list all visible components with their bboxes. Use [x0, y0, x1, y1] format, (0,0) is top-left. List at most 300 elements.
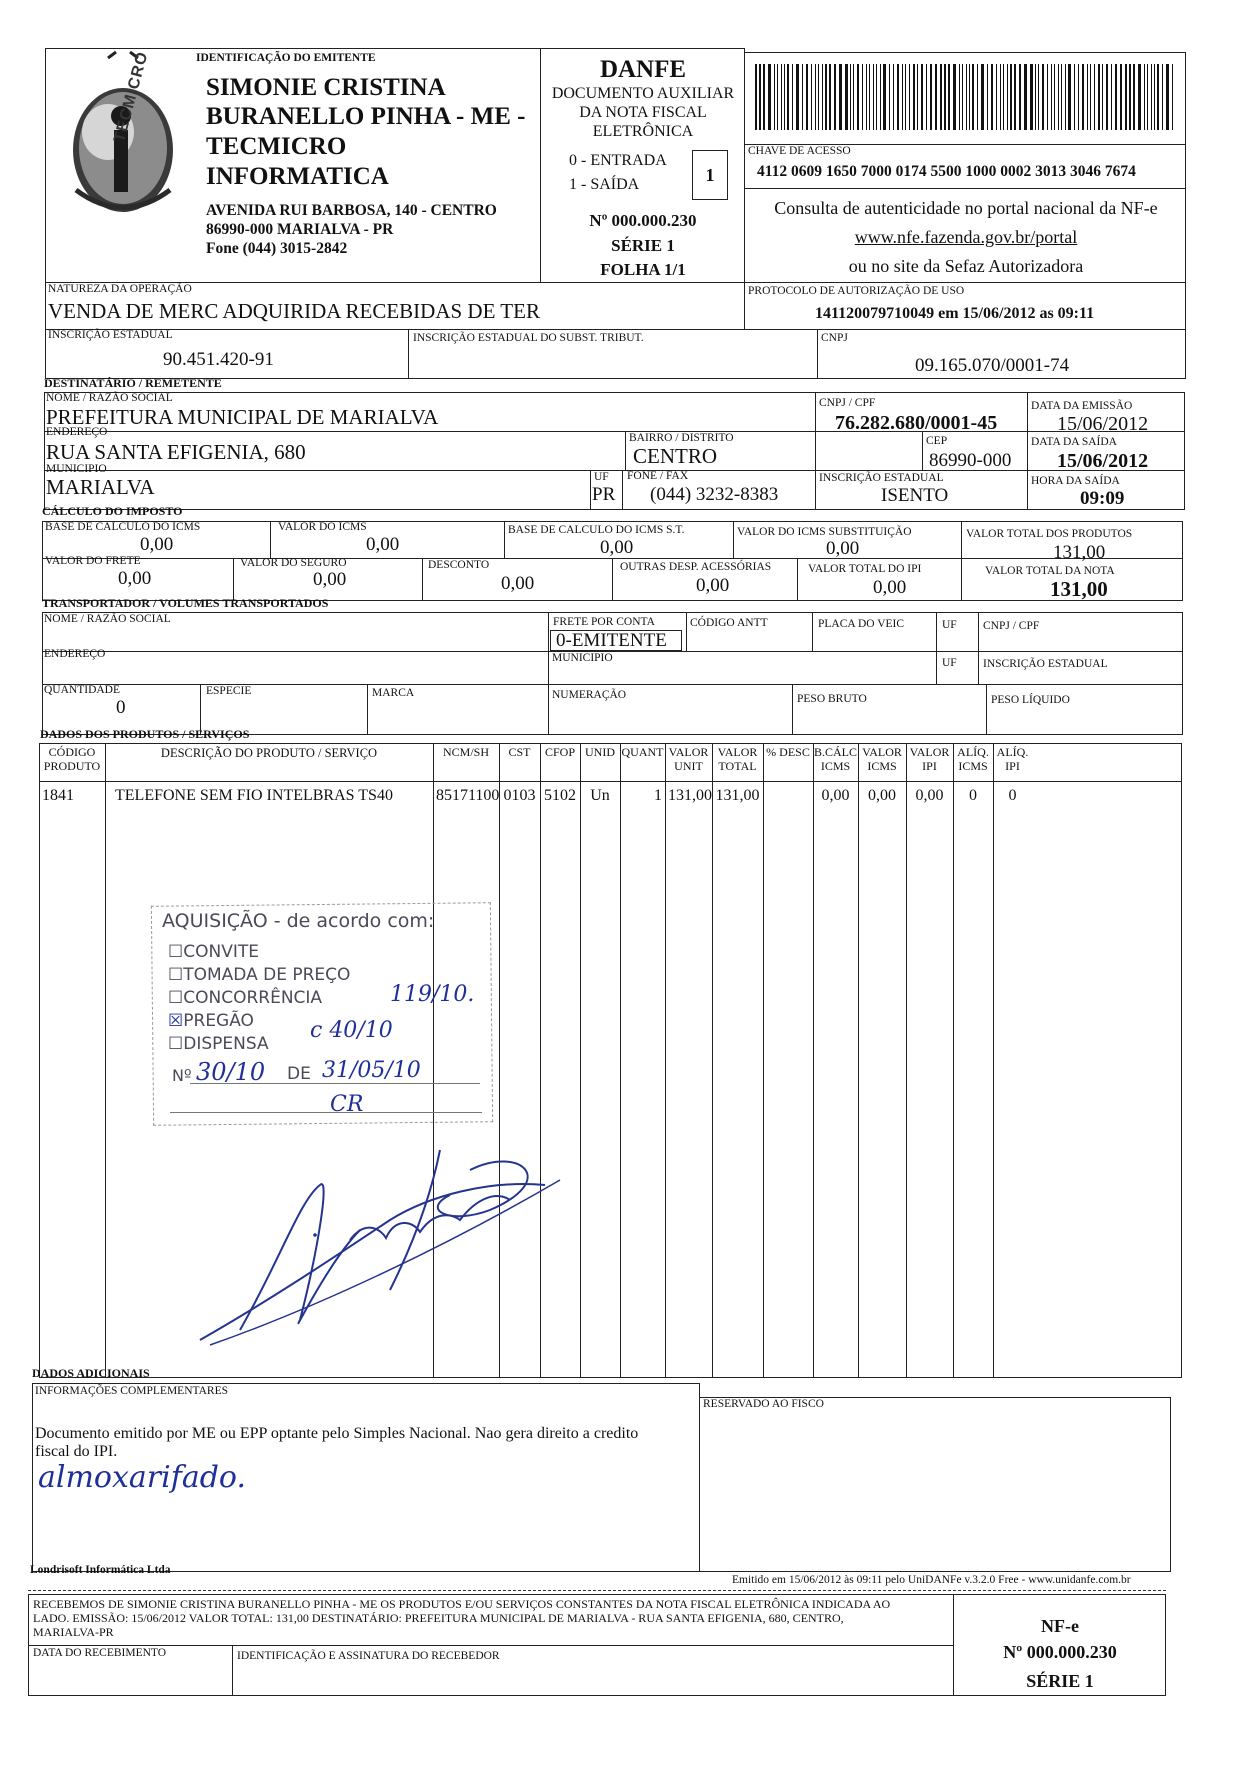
table-cell: 85171100: [436, 787, 500, 804]
adicionais-section: DADOS ADICIONAIS: [32, 1366, 150, 1380]
transportador-section: TRANSPORTADOR / VOLUMES TRANSPORTADOS: [42, 596, 329, 610]
column-header: CST: [508, 745, 531, 759]
barcode-bar: [1061, 64, 1062, 130]
dest-municipio-value: MARIALVA: [46, 475, 155, 499]
barcode-bar: [869, 64, 870, 130]
barcode: [755, 64, 1175, 130]
danfe-folha: FOLHA 1/1: [600, 260, 686, 279]
barcode-bar: [839, 64, 842, 130]
barcode-bar: [1133, 64, 1135, 130]
desconto: 0,00: [501, 573, 535, 594]
dest-uf-label: UF: [594, 471, 609, 483]
dest-bairro-label: BAIRRO / DISTRITO: [629, 432, 734, 444]
barcode-bar: [1047, 64, 1048, 130]
barcode-bar: [796, 64, 799, 130]
divider: [408, 329, 409, 379]
canhoto-line-1: RECEBEMOS DE SIMONIE CRISTINA BURANELLO PINHA - ME OS PRODUTOS E/OU SERVIÇOS CONSTANTES DA NOTA FISCAL ELETRÔNICA INDICADA AO: [33, 1597, 891, 1611]
divider: [422, 558, 423, 601]
stamp-pregao-note: c 40/10: [310, 1018, 393, 1043]
divider: [270, 521, 271, 558]
barcode-bar: [829, 64, 831, 130]
consulta-line-1: Consulta de autenticidade no portal nacional da NF-e: [774, 198, 1158, 218]
barcode-bar: [917, 64, 918, 130]
barcode-bar: [1115, 64, 1117, 130]
dest-cnpj-value: 76.282.680/0001-45: [835, 412, 998, 434]
divider: [504, 521, 505, 558]
canhoto-line-3: MARIALVA-PR: [33, 1625, 114, 1639]
transp-quantidade-value: 0: [116, 697, 126, 718]
barcode-bar: [1051, 64, 1052, 130]
danfe-subtitle-1: DOCUMENTO AUXILIAR: [551, 85, 735, 102]
column-header: DESCRIÇÃO DO PRODUTO / SERVIÇO: [160, 746, 378, 760]
column-divider: [105, 743, 106, 1378]
emitente-section-label: IDENTIFICAÇÃO DO EMITENTE: [196, 52, 376, 64]
barcode-bar: [909, 64, 910, 130]
barcode-bar: [1065, 64, 1066, 130]
barcode-bar: [792, 64, 793, 130]
barcode-bar: [953, 64, 956, 130]
danfe-entrada: 0 - ENTRADA: [569, 152, 667, 169]
transp-peso-bruto-label: PESO BRUTO: [797, 693, 867, 705]
checkbox-icon: ☐: [168, 988, 184, 1008]
barcode-bar: [959, 64, 960, 130]
handwritten-signature: [190, 1140, 570, 1350]
barcode-bar: [1007, 64, 1008, 130]
stamp-title: AQUISIÇÃO - de acordo com:: [162, 910, 435, 932]
dest-ie-value: ISENTO: [881, 485, 949, 506]
handwritten-almoxarifado: almoxarifado.: [38, 1460, 246, 1495]
column-header: NCM/SH: [442, 745, 489, 759]
transp-frete-label: FRETE POR CONTA: [553, 616, 655, 628]
divider: [733, 521, 734, 558]
consulta-link[interactable]: www.nfe.fazenda.gov.br/portal: [854, 227, 1078, 247]
barcode-bar: [806, 64, 808, 130]
dest-cnpj-label: CNPJ / CPF: [819, 397, 876, 409]
barcode-bar: [921, 64, 923, 130]
icms-subst-label: VALOR DO ICMS SUBSTITUIÇÃO: [737, 526, 912, 538]
transp-placa-label: PLACA DO VEIC: [818, 618, 905, 630]
frete: 0,00: [118, 568, 152, 589]
emitente-name-2: BURANELLO PINHA - ME -: [206, 103, 526, 130]
transp-endereco-label: ENDEREÇO: [44, 648, 106, 660]
dest-municipio-label: MUNICIPIO: [46, 463, 107, 475]
divider: [233, 558, 234, 601]
outras-label: OUTRAS DESP. ACESSÓRIAS: [620, 561, 772, 573]
divider: [961, 521, 962, 601]
dest-endereco-value: RUA SANTA EFIGENIA, 680: [46, 440, 306, 464]
total-nota-label: VALOR TOTAL DA NOTA: [985, 565, 1115, 577]
column-header: CÓDIGO PRODUTO: [43, 745, 101, 773]
divider: [978, 612, 979, 684]
ie-label: INSCRIÇÃO ESTADUAL: [48, 329, 173, 341]
stamp-numero-label: Nº: [172, 1066, 192, 1085]
dest-cep-value: 86990-000: [929, 450, 1012, 471]
transp-marca-label: MARCA: [372, 687, 415, 699]
column-divider: [712, 743, 713, 1378]
barcode-bar: [777, 64, 778, 130]
chave-label: CHAVE DE ACESSO: [748, 145, 851, 157]
column-divider: [580, 743, 581, 1378]
table-cell: 0,00: [868, 787, 896, 804]
logo-text: TECMICRO: [111, 49, 152, 145]
seguro: 0,00: [313, 569, 347, 590]
divider: [686, 612, 687, 651]
barcode-bar: [850, 64, 851, 130]
checked-checkbox-icon: ☒: [168, 1011, 184, 1031]
protocolo-value: 141120079710049 em 15/06/2012 as 09:11: [815, 305, 1095, 322]
barcode-bar: [1172, 64, 1173, 130]
barcode-bar: [935, 64, 937, 130]
column-divider: [763, 743, 764, 1378]
transp-municipio-label: MUNICIPIO: [552, 652, 613, 664]
barcode-bar: [880, 64, 881, 130]
table-cell: 1841: [42, 787, 74, 804]
divider: [39, 781, 1182, 782]
cnpj-label: CNPJ: [821, 332, 848, 344]
barcode-bar: [1138, 64, 1141, 130]
emitente-name-1: SIMONIE CRISTINA: [206, 74, 446, 101]
barcode-bar: [1035, 64, 1036, 130]
barcode-bar: [755, 64, 757, 130]
barcode-bar: [873, 64, 874, 130]
divider: [622, 470, 623, 510]
barcode-bar: [1144, 64, 1145, 130]
stamp-option-tomada: [168, 965, 350, 985]
transp-cnpj-label: CNPJ / CPF: [983, 620, 1040, 632]
dest-emissao-value: 15/06/2012: [1057, 413, 1149, 435]
barcode-bar: [948, 64, 950, 130]
barcode-bar: [991, 64, 993, 130]
barcode-bar: [1014, 64, 1016, 130]
column-divider: [813, 743, 814, 1378]
barcode-bar: [905, 64, 906, 130]
base-icms: 0,00: [140, 534, 174, 555]
natureza-label: NATUREZA DA OPERAÇÃO: [48, 283, 192, 295]
assinatura-label: IDENTIFICAÇÃO E ASSINATURA DO RECEBEDOR: [237, 1650, 500, 1662]
stamp-initials: CR: [330, 1092, 364, 1117]
barcode-bar: [876, 64, 877, 130]
dest-bairro-value: CENTRO: [633, 444, 717, 468]
divider: [922, 431, 923, 470]
divider: [1027, 392, 1028, 510]
barcode-bar: [787, 64, 789, 130]
barcode-bar: [981, 64, 984, 130]
barcode-bar: [1098, 64, 1100, 130]
barcode-bar: [1030, 64, 1033, 130]
fisco-box: [699, 1397, 1171, 1572]
dest-nome-value: PREFEITURA MUNICIPAL DE MARIALVA: [46, 405, 439, 429]
danfe-numero: Nº 000.000.230: [589, 211, 697, 230]
barcode-bar: [889, 64, 890, 130]
dest-ie-label: INSCRIÇÃO ESTADUAL: [819, 472, 944, 484]
barcode-bar: [1024, 64, 1027, 130]
barcode-bar: [996, 64, 997, 130]
canhoto-line-2: LADO. EMISSÃO: 15/06/2012 VALOR TOTAL: 131,00 DESTINATÁRIO: PREFEITURA MUNICIPAL DE MARIALVA - RUA SANTA EFIGENIA, 680, CENTRO,: [33, 1611, 844, 1625]
barcode-bar: [763, 64, 765, 130]
barcode-bar: [902, 64, 903, 130]
barcode-bar: [1151, 64, 1152, 130]
stamp-underline: [170, 1112, 482, 1113]
table-cell: TELEFONE SEM FIO INTELBRAS TS40: [115, 787, 393, 804]
base-icms-st-label: BASE DE CALCULO DO ICMS S.T.: [508, 524, 685, 536]
barcode-bar: [784, 64, 785, 130]
checkbox-icon: ☐: [168, 1034, 184, 1054]
transp-uf2-label: UF: [942, 657, 957, 669]
barcode-bar: [930, 64, 932, 130]
table-cell: 0103: [503, 787, 536, 804]
stamp-concorrencia-note: 119/10.: [390, 982, 475, 1007]
barcode-bar: [1010, 64, 1012, 130]
barcode-bar: [897, 64, 899, 130]
barcode-bar: [1111, 64, 1112, 130]
table-cell: 131,00: [715, 787, 760, 804]
barcode-bar: [944, 64, 946, 130]
barcode-bar: [1094, 64, 1095, 130]
barcode-bar: [853, 64, 854, 130]
canhoto-numero: Nº 000.000.230: [1003, 1642, 1117, 1662]
stamp-option-convite: [168, 942, 259, 962]
barcode-bar: [802, 64, 803, 130]
base-icms-st: 0,00: [600, 537, 634, 558]
total-produtos: 131,00: [1053, 542, 1106, 563]
transp-peso-liquido-label: PESO LÍQUIDO: [991, 694, 1070, 706]
barcode-bar: [1038, 64, 1039, 130]
valor-icms: 0,00: [366, 534, 400, 555]
barcode-bar: [1019, 64, 1021, 130]
dest-cep-label: CEP: [926, 435, 948, 447]
table-cell: 0: [1008, 787, 1017, 804]
barcode-bar: [1078, 64, 1079, 130]
barcode-bar: [1102, 64, 1103, 130]
transp-quantidade-label: QUANTIDADE: [44, 684, 121, 696]
column-header: ALÍQ. ICMS: [957, 745, 989, 773]
barcode-bar: [818, 64, 819, 130]
barcode-bar: [893, 64, 894, 130]
danfe-title: DANFE: [599, 56, 687, 83]
table-cell: 5102: [544, 787, 576, 804]
table-cell: Un: [590, 787, 610, 804]
stamp-option-label: TOMADA DE PREÇO: [183, 965, 351, 985]
stamp-de-label: DE: [287, 1064, 311, 1084]
danfe-tipo: 1: [705, 165, 715, 185]
stamp-numero-value: 30/10: [196, 1058, 266, 1086]
cnpj-value: 09.165.070/0001-74: [915, 355, 1070, 376]
barcode-bar: [1003, 64, 1004, 130]
barcode-bar: [1147, 64, 1148, 130]
stamp-option-label: PREGÃO: [183, 1011, 254, 1031]
column-divider: [665, 743, 666, 1378]
info-label: INFORMAÇÕES COMPLEMENTARES: [35, 1385, 229, 1397]
base-icms-label: BASE DE CALCULO DO ICMS: [45, 521, 201, 533]
transp-frete-value: 0-EMITENTE: [556, 630, 667, 651]
barcode-bar: [759, 64, 761, 130]
column-header: UNID: [585, 745, 615, 759]
barcode-bar: [774, 64, 775, 130]
barcode-bar: [926, 64, 927, 130]
canhoto-nfe: NF-e: [1041, 1616, 1079, 1636]
barcode-bar: [1068, 64, 1071, 130]
ipi-label: VALOR TOTAL DO IPI: [808, 563, 922, 575]
column-header: B.CÁLC ICMS: [813, 745, 857, 773]
column-header: VALOR ICMS: [862, 745, 902, 773]
dest-hora-label: HORA DA SAÍDA: [1031, 475, 1120, 487]
emitente-name-3: TECMICRO: [206, 133, 347, 160]
barcode-bar: [1054, 64, 1055, 130]
cut-line: [28, 1590, 1166, 1591]
seguro-label: VALOR DO SEGURO: [240, 557, 347, 569]
dest-saida-label: DATA DA SAÍDA: [1031, 436, 1117, 448]
stamp-option-concorrencia: [168, 988, 322, 1008]
barcode-bar: [1129, 64, 1131, 130]
checkbox-icon: ☐: [168, 965, 184, 985]
checkbox-icon: ☐: [168, 942, 184, 962]
dest-nome-label: NOME / RAZÃO SOCIAL: [46, 392, 173, 404]
barcode-bar: [1120, 64, 1122, 130]
divider: [797, 558, 798, 601]
info-line-1: Documento emitido por ME ou EPP optante pelo Simples Nacional. Nao gera direito a credito: [35, 1425, 639, 1442]
table-cell: 0,00: [915, 787, 944, 804]
barcode-bar: [1166, 64, 1169, 130]
destinatario-section: DESTINATÁRIO / REMETENTE: [44, 376, 222, 390]
barcode-bar: [825, 64, 827, 130]
divider: [815, 392, 816, 510]
barcode-bar: [1154, 64, 1155, 130]
barcode-bar: [1162, 64, 1163, 130]
dest-uf-value: PR: [592, 484, 616, 505]
table-cell: 1: [654, 787, 662, 804]
barcode-bar: [1000, 64, 1001, 130]
dest-fone-value: (044) 3232-8383: [650, 484, 779, 505]
divider: [44, 431, 1185, 432]
table-cell: 0: [969, 787, 977, 804]
divider: [590, 470, 591, 510]
divider: [936, 612, 937, 684]
divider: [548, 612, 549, 735]
dest-hora-value: 09:09: [1080, 488, 1125, 509]
barcode-bar: [862, 64, 863, 130]
transp-uf-label: UF: [942, 619, 957, 631]
divider: [367, 684, 368, 735]
fisco-label: RESERVADO AO FISCO: [703, 1398, 824, 1410]
barcode-bar: [969, 64, 970, 130]
table-cell: 131,00: [668, 787, 712, 804]
transp-antt-label: CÓDIGO ANTT: [690, 617, 768, 629]
barcode-bar: [1042, 64, 1044, 130]
divider: [28, 1645, 953, 1646]
consulta-line-3: ou no site da Sefaz Autorizadora: [848, 256, 1084, 276]
ie-st-label: INSCRIÇÃO ESTADUAL DO SUBST. TRIBUT.: [413, 332, 644, 344]
stamp-option-label: CONVITE: [183, 942, 259, 962]
column-divider: [906, 743, 907, 1378]
barcode-bar: [768, 64, 771, 130]
stamp-option-label: DISPENSA: [183, 1034, 269, 1054]
produtos-section: DADOS DOS PRODUTOS / SERVIÇOS: [40, 727, 250, 741]
barcode-bar: [962, 64, 963, 130]
column-divider: [953, 743, 954, 1378]
ipi: 0,00: [873, 577, 907, 598]
barcode-bar: [1087, 64, 1088, 130]
column-divider: [993, 743, 994, 1378]
barcode-bar: [913, 64, 915, 130]
barcode-bar: [822, 64, 823, 130]
column-header: VALOR IPI: [909, 745, 950, 773]
barcode-bar: [972, 64, 974, 130]
barcode-bar: [781, 64, 782, 130]
company-logo: [48, 50, 198, 250]
desconto-label: DESCONTO: [428, 559, 490, 571]
column-divider: [858, 743, 859, 1378]
divider: [817, 329, 818, 379]
barcode-bar: [1125, 64, 1127, 130]
natureza-value: VENDA DE MERC ADQUIRIDA RECEBIDAS DE TER: [48, 299, 540, 323]
column-header: ALÍQ. IPI: [996, 745, 1029, 773]
barcode-bar: [883, 64, 886, 130]
emitente-name-4: INFORMATICA: [206, 163, 389, 190]
danfe-subtitle-3: ELETRÔNICA: [592, 123, 694, 140]
barcode-bar: [1058, 64, 1059, 130]
imposto-section: CÁLCULO DO IMPOSTO: [42, 504, 183, 518]
table-cell: 0,00: [821, 787, 850, 804]
barcode-bar: [987, 64, 988, 130]
transp-numeracao-label: NUMERAÇÃO: [552, 689, 627, 701]
transp-nome-label: NOME / RAZÃO SOCIAL: [44, 613, 171, 625]
frete-label: VALOR DO FRETE: [45, 555, 141, 567]
barcode-bar: [811, 64, 812, 130]
emitente-phone: Fone (044) 3015-2842: [206, 240, 348, 257]
dest-emissao-label: DATA DA EMISSÃO: [1031, 400, 1133, 412]
emitente-address-2: 86990-000 MARIALVA - PR: [206, 221, 394, 238]
divider: [612, 558, 613, 601]
column-header: QUANT: [621, 745, 664, 759]
stamp-option-pregao: [168, 1011, 254, 1031]
barcode-bar: [815, 64, 816, 130]
canhoto-serie: SÉRIE 1: [1026, 1671, 1094, 1691]
barcode-bar: [1157, 64, 1159, 130]
column-header: CFOP: [544, 745, 576, 759]
column-header: VALOR TOTAL: [717, 745, 758, 773]
outras: 0,00: [696, 575, 730, 596]
column-divider: [620, 743, 621, 1378]
divider: [812, 612, 813, 651]
barcode-bar: [857, 64, 859, 130]
emitente-address-1: AVENIDA RUI BARBOSA, 140 - CENTRO: [206, 202, 497, 219]
dest-endereco-label: ENDEREÇO: [46, 426, 108, 438]
barcode-bar: [940, 64, 942, 130]
stamp-de-value: 31/05/10: [322, 1058, 421, 1083]
barcode-bar: [866, 64, 867, 130]
divider: [792, 684, 793, 735]
barcode-bar: [1082, 64, 1084, 130]
chave-value: 4112 0609 1650 7000 0174 5500 1000 0002 3013 3046 7674: [757, 163, 1136, 180]
ie-value: 90.451.420-91: [163, 349, 274, 370]
danfe-serie: SÉRIE 1: [611, 236, 675, 255]
column-header: % DESC: [766, 745, 810, 759]
dest-fone-label: FONE / FAX: [627, 470, 689, 482]
danfe-saida: 1 - SAÍDA: [569, 176, 640, 193]
divider: [44, 470, 1185, 471]
divider: [232, 1645, 233, 1696]
software-credit: Londrisoft Informática Ltda: [30, 1564, 171, 1576]
barcode-bar: [1090, 64, 1091, 130]
barcode-bar: [1074, 64, 1075, 130]
barcode-bar: [966, 64, 967, 130]
stamp-underline: [190, 1083, 480, 1084]
transp-ie-label: INSCRIÇÃO ESTADUAL: [983, 658, 1108, 670]
barcode-bar: [845, 64, 848, 130]
icms-subst: 0,00: [826, 538, 860, 559]
divider: [986, 684, 987, 735]
barcode-bar: [1106, 64, 1108, 130]
